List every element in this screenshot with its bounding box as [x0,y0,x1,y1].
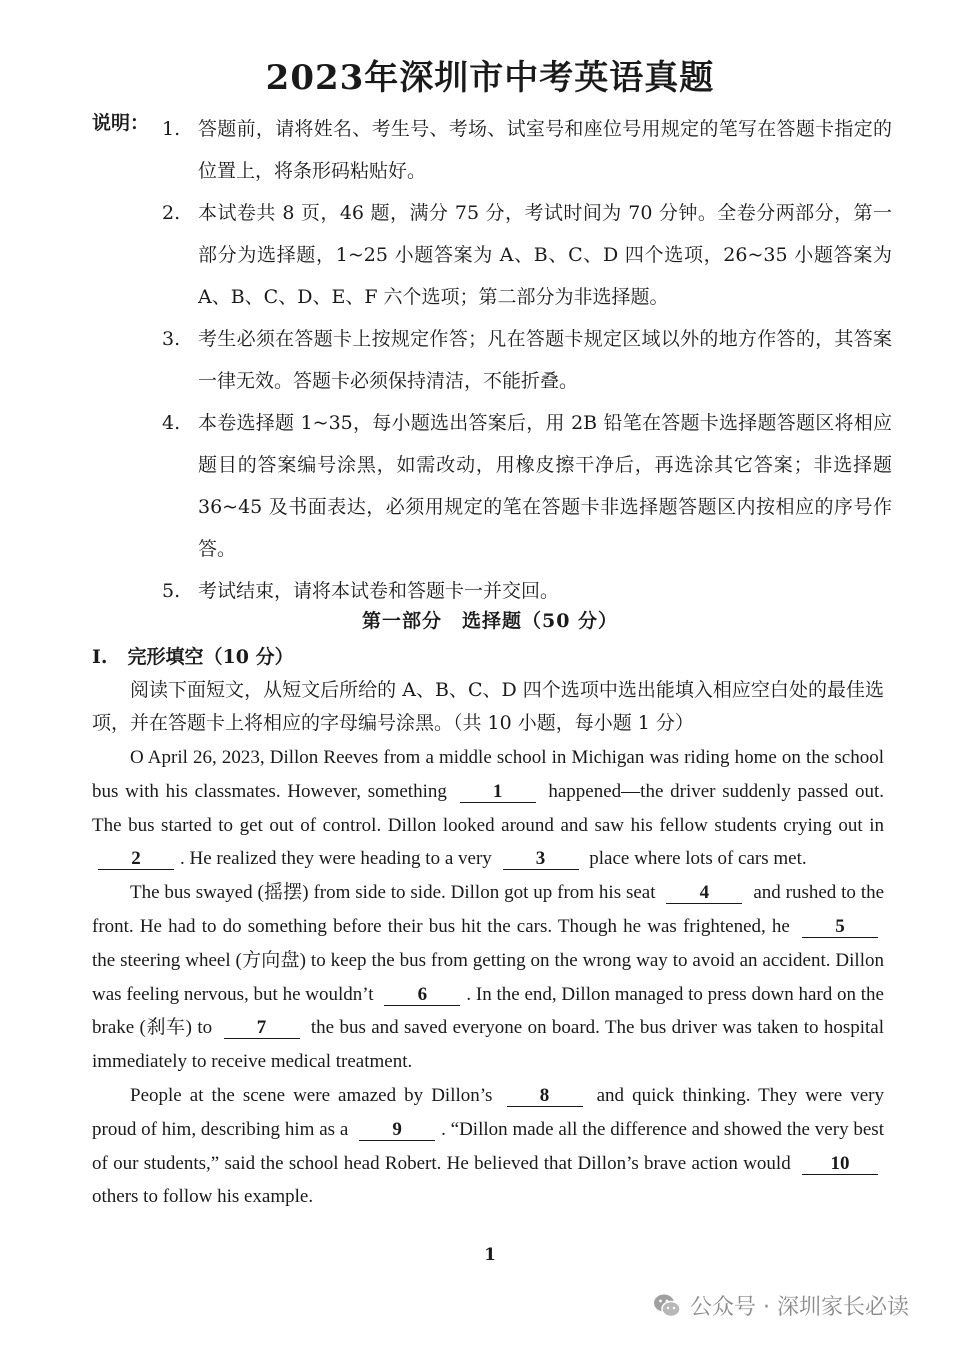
passage-paragraph [92,1079,884,1214]
watermark [652,1290,909,1321]
directions: 阅读下面短文，从短文后所给的 A、B、C、D 四个选项中选出能填入相应空白处的最佳选项，并在答题卡上将相应的字母编号涂黑。（共 10 小题，每小题 1 分） [92,679,884,734]
blank-5: 5 [802,917,878,938]
passage-text: . In the end, Dillon managed to press down hard on the brake (刹车) to [92,983,884,1039]
instruction-item [162,402,892,570]
passage-text: the bus and saved everyone on board. The bus driver was taken to hospital immediately to receive medical treatment. [92,1017,885,1073]
passage-text: the steering wheel (方向盘) to keep the bus from getting on the wrong way to avoid an accident. Dillon was feeling nervous, but he wouldn’t [92,949,884,1005]
instruction-text: 本试卷共 8 页，46 题，满分 75 分，考试时间为 70 分钟。全卷分两部分，第一部分为选择题，1~25 小题答案为 A、B、C、D 四个选项，26~35 小题答案为 A、B、C、D、E、F 六个选项；第二部分为非选择题。 [198,202,892,308]
blank-6: 6 [384,985,460,1006]
blank-3: 3 [503,849,579,870]
passage-text: and rushed to the front. He had to do something before their bus hit the cars. Though he was frightened, he [92,882,885,937]
section-heading [92,642,294,669]
blank-1: 1 [460,782,536,803]
part-title: 第一部分 选择题（50 分） [361,610,619,632]
section-number: I. [92,646,108,668]
watermark-text: 公众号 · 深圳家长必读 [690,1295,909,1320]
instruction-number: 1. [162,118,181,140]
instruction-item [162,108,892,192]
passage-text: place where lots of cars met. [589,848,807,870]
blank-8: 8 [507,1086,583,1107]
cloze-passage [92,741,884,1214]
blank-4: 4 [666,883,742,904]
passage-paragraph [92,876,884,1079]
passage-text: happened—the driver suddenly passed out. The bus started to get out of control. Dillon looked around and saw his fellow students crying out in [92,780,885,836]
instruction-number: 4. [162,412,181,434]
instruction-item [162,318,892,402]
instruction-text: 考生必须在答题卡上按规定作答；凡在答题卡规定区域以外的地方作答的，其答案一律无效。答题卡必须保持清洁，不能折叠。 [198,328,892,392]
instruction-text: 本卷选择题 1~35，每小题选出答案后，用 2B 铅笔在答题卡选择题答题区将相应题目的答案编号涂黑，如需改动，用橡皮擦干净后，再选涂其它答案；非选择题 36~45 及书面表达，必须用规定的笔在答题卡非选择题答题区内按相应的序号作答。 [198,412,892,560]
instructions [92,108,892,612]
passage-text: others to follow his example. [92,1186,314,1208]
blank-9: 9 [359,1120,435,1141]
section-title: 完形填空（10 分） [127,646,294,668]
passage-text: The bus swayed (摇摆) from side to side. Dillon got up from his seat [130,882,656,904]
passage-text: O April 26, 2023, Dillon Reeves from a middle school in Michigan was riding home on the school bus with his classmates. However, something [92,747,884,802]
instruction-text: 答题前，请将姓名、考生号、考场、试室号和座位号用规定的笔写在答题卡指定的位置上，将条形码粘贴好。 [198,118,892,182]
passage-text: . “Dillon made all the difference and showed the very best of our students,” said the school head Robert. He believed that Dillon’s brave action would [92,1118,884,1174]
instruction-text: 考试结束，请将本试卷和答题卡一并交回。 [198,580,560,602]
passage-text: and quick thinking. They were very proud of him, describing him as a [92,1084,885,1140]
passage-paragraph [92,741,884,876]
instruction-item [162,192,892,318]
instruction-number: 2. [162,202,181,224]
passage-text: . He realized they were heading to a very [180,848,492,870]
instruction-number: 3. [162,328,181,350]
wechat-icon [652,1291,682,1321]
blank-10: 10 [802,1154,878,1175]
instructions-label: 说明： [92,112,150,134]
instruction-number: 5. [162,580,181,602]
page-title: 2023年深圳市中考英语真题 [265,58,715,98]
passage-text: People at the scene were amazed by Dillon’s [130,1084,493,1106]
blank-2: 2 [98,849,174,870]
blank-7: 7 [224,1018,300,1039]
page-number: 1 [484,1245,496,1265]
